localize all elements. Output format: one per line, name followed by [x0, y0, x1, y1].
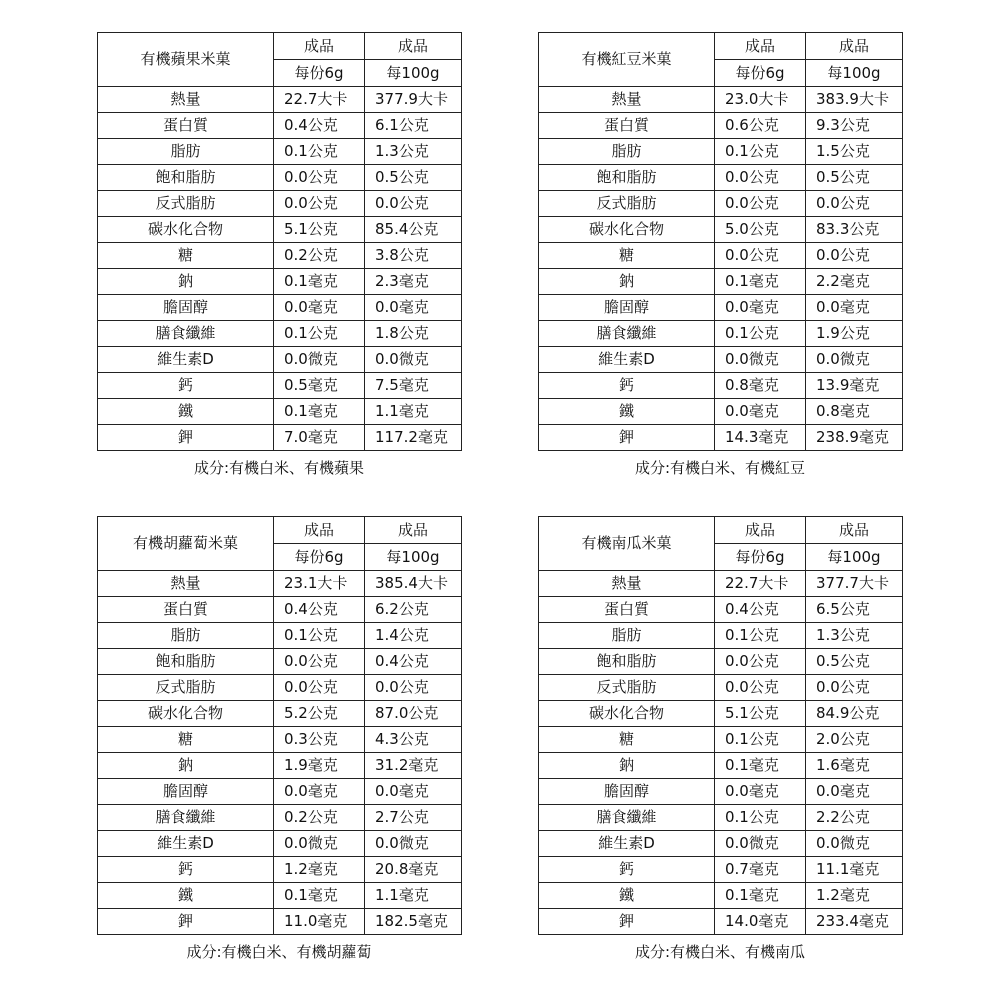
nutrient-name: 糖 [539, 243, 715, 269]
nutrient-row [539, 139, 903, 165]
nutrient-row [98, 727, 462, 753]
value-per-serving: 22.7大卡 [274, 87, 365, 113]
nutrient-row [539, 883, 903, 909]
value-per-serving: 0.1公克 [715, 623, 806, 649]
value-per-100g: 1.1毫克 [365, 399, 462, 425]
value-per-serving: 0.1公克 [715, 727, 806, 753]
value-per-serving: 0.4公克 [274, 597, 365, 623]
nutrition-panel [97, 516, 461, 962]
value-per-serving: 0.0毫克 [274, 295, 365, 321]
nutrient-name: 鐵 [98, 399, 274, 425]
nutrient-row [98, 831, 462, 857]
value-per-100g: 2.2毫克 [806, 269, 903, 295]
header-row-product [98, 33, 462, 60]
header-finished-product: 成品 [274, 517, 365, 544]
nutrient-row [539, 857, 903, 883]
value-per-serving: 0.1毫克 [274, 269, 365, 295]
ingredients-text: 成分:有機白米、有機南瓜 [634, 943, 806, 961]
nutrient-name: 膽固醇 [539, 779, 715, 805]
value-per-serving: 14.0毫克 [715, 909, 806, 935]
value-per-100g: 6.1公克 [365, 113, 462, 139]
nutrient-row [98, 165, 462, 191]
nutrient-name: 鐵 [539, 399, 715, 425]
value-per-serving: 0.0公克 [715, 675, 806, 701]
nutrient-name: 脂肪 [98, 623, 274, 649]
header-per-100g: 每100g [365, 60, 462, 87]
value-per-100g: 0.0公克 [365, 191, 462, 217]
nutrient-name: 鐵 [98, 883, 274, 909]
nutrient-name: 鉀 [539, 909, 715, 935]
value-per-100g: 0.8毫克 [806, 399, 903, 425]
nutrient-name: 碳水化合物 [98, 217, 274, 243]
nutrient-row [98, 347, 462, 373]
value-per-serving: 11.0毫克 [274, 909, 365, 935]
value-per-serving: 0.4公克 [715, 597, 806, 623]
nutrient-name: 飽和脂肪 [98, 649, 274, 675]
nutrition-table [538, 32, 903, 451]
nutrient-row [539, 425, 903, 451]
value-per-100g: 2.0公克 [806, 727, 903, 753]
value-per-100g: 0.0毫克 [806, 779, 903, 805]
value-per-100g: 238.9毫克 [806, 425, 903, 451]
nutrient-name: 鈉 [98, 269, 274, 295]
nutrient-name: 維生素D [98, 347, 274, 373]
value-per-100g: 85.4公克 [365, 217, 462, 243]
value-per-serving: 1.9毫克 [274, 753, 365, 779]
nutrient-row [98, 779, 462, 805]
value-per-100g: 0.0毫克 [365, 295, 462, 321]
nutrient-name: 鉀 [539, 425, 715, 451]
nutrient-row [539, 753, 903, 779]
nutrient-name: 熱量 [539, 87, 715, 113]
nutrient-row [98, 597, 462, 623]
value-per-100g: 377.9大卡 [365, 87, 462, 113]
value-per-serving: 23.1大卡 [274, 571, 365, 597]
value-per-serving: 0.1公克 [715, 139, 806, 165]
value-per-serving: 0.5毫克 [274, 373, 365, 399]
nutrient-row [98, 425, 462, 451]
nutrient-name: 碳水化合物 [539, 217, 715, 243]
ingredients-text: 成分:有機白米、有機蘋果 [193, 459, 365, 477]
nutrient-row [539, 805, 903, 831]
nutrient-row [98, 675, 462, 701]
nutrient-name: 膳食纖維 [98, 805, 274, 831]
nutrient-name: 熱量 [98, 571, 274, 597]
nutrient-row [539, 727, 903, 753]
nutrient-row [539, 649, 903, 675]
nutrient-name: 鈣 [98, 857, 274, 883]
value-per-100g: 182.5毫克 [365, 909, 462, 935]
value-per-100g: 233.4毫克 [806, 909, 903, 935]
nutrient-row [539, 623, 903, 649]
nutrient-row [98, 295, 462, 321]
value-per-100g: 0.0微克 [365, 347, 462, 373]
nutrient-name: 蛋白質 [539, 597, 715, 623]
value-per-serving: 0.0毫克 [715, 399, 806, 425]
value-per-serving: 0.6公克 [715, 113, 806, 139]
value-per-serving: 0.3公克 [274, 727, 365, 753]
nutrient-name: 脂肪 [539, 139, 715, 165]
nutrition-panel [538, 516, 902, 962]
nutrient-name: 鉀 [98, 909, 274, 935]
nutrient-row [539, 191, 903, 217]
value-per-100g: 0.0微克 [806, 347, 903, 373]
nutrient-name: 糖 [98, 727, 274, 753]
nutrient-row [539, 347, 903, 373]
value-per-serving: 0.1毫克 [715, 753, 806, 779]
nutrient-name: 脂肪 [539, 623, 715, 649]
nutrient-row [539, 113, 903, 139]
value-per-100g: 0.0毫克 [365, 779, 462, 805]
nutrient-name: 糖 [539, 727, 715, 753]
ingredients-text: 成分:有機白米、有機紅豆 [634, 459, 806, 477]
value-per-serving: 14.3毫克 [715, 425, 806, 451]
value-per-100g: 11.1毫克 [806, 857, 903, 883]
value-per-100g: 0.5公克 [806, 649, 903, 675]
value-per-100g: 1.3公克 [365, 139, 462, 165]
value-per-serving: 5.2公克 [274, 701, 365, 727]
nutrient-row [539, 701, 903, 727]
value-per-100g: 2.7公克 [365, 805, 462, 831]
ingredients-text: 成分:有機白米、有機胡蘿蔔 [186, 943, 372, 961]
nutrient-row [98, 753, 462, 779]
value-per-100g: 383.9大卡 [806, 87, 903, 113]
nutrient-row [539, 243, 903, 269]
value-per-100g: 2.3毫克 [365, 269, 462, 295]
nutrient-name: 鈣 [539, 857, 715, 883]
header-finished-product: 成品 [806, 33, 903, 60]
nutrient-row [539, 295, 903, 321]
value-per-100g: 0.5公克 [806, 165, 903, 191]
value-per-serving: 7.0毫克 [274, 425, 365, 451]
header-per-100g: 每100g [365, 544, 462, 571]
value-per-100g: 0.0公克 [365, 675, 462, 701]
nutrient-row [98, 321, 462, 347]
header-finished-product: 成品 [715, 517, 806, 544]
nutrient-name: 膳食纖維 [539, 805, 715, 831]
value-per-serving: 0.8毫克 [715, 373, 806, 399]
nutrient-name: 維生素D [98, 831, 274, 857]
value-per-100g: 377.7大卡 [806, 571, 903, 597]
value-per-serving: 23.0大卡 [715, 87, 806, 113]
value-per-serving: 0.1毫克 [274, 883, 365, 909]
nutrient-name: 鐵 [539, 883, 715, 909]
nutrient-name: 碳水化合物 [98, 701, 274, 727]
value-per-100g: 0.0公克 [806, 675, 903, 701]
value-per-100g: 83.3公克 [806, 217, 903, 243]
nutrient-row [539, 217, 903, 243]
value-per-serving: 0.0公克 [715, 649, 806, 675]
header-row-product [98, 517, 462, 544]
product-name: 有機南瓜米菓 [539, 517, 715, 571]
value-per-serving: 0.0微克 [274, 831, 365, 857]
product-name: 有機紅豆米菓 [539, 33, 715, 87]
nutrition-panel [538, 32, 902, 478]
header-per-100g: 每100g [806, 60, 903, 87]
value-per-100g: 1.8公克 [365, 321, 462, 347]
value-per-serving: 5.1公克 [715, 701, 806, 727]
value-per-100g: 6.5公克 [806, 597, 903, 623]
nutrient-row [539, 269, 903, 295]
value-per-serving: 0.0公克 [715, 165, 806, 191]
value-per-100g: 1.2毫克 [806, 883, 903, 909]
nutrient-name: 鈣 [539, 373, 715, 399]
value-per-serving: 0.2公克 [274, 243, 365, 269]
nutrient-name: 鈉 [539, 269, 715, 295]
value-per-100g: 1.4公克 [365, 623, 462, 649]
nutrient-row [539, 779, 903, 805]
nutrient-name: 蛋白質 [98, 597, 274, 623]
value-per-100g: 31.2毫克 [365, 753, 462, 779]
nutrient-name: 鈉 [98, 753, 274, 779]
value-per-serving: 0.1公克 [715, 321, 806, 347]
value-per-serving: 0.1公克 [274, 623, 365, 649]
product-name: 有機蘋果米菓 [98, 33, 274, 87]
nutrient-name: 膽固醇 [98, 295, 274, 321]
value-per-serving: 22.7大卡 [715, 571, 806, 597]
nutrient-name: 維生素D [539, 831, 715, 857]
value-per-serving: 0.4公克 [274, 113, 365, 139]
nutrient-row [98, 883, 462, 909]
header-row-product [539, 33, 903, 60]
nutrient-name: 飽和脂肪 [539, 649, 715, 675]
nutrition-table [538, 516, 903, 935]
nutrient-name: 熱量 [98, 87, 274, 113]
nutrient-name: 反式脂肪 [98, 191, 274, 217]
nutrient-name: 膳食纖維 [98, 321, 274, 347]
value-per-100g: 0.0公克 [806, 243, 903, 269]
value-per-100g: 0.0毫克 [806, 295, 903, 321]
nutrient-row [98, 139, 462, 165]
nutrient-row [98, 113, 462, 139]
value-per-serving: 1.2毫克 [274, 857, 365, 883]
nutrient-row [98, 191, 462, 217]
nutrient-row [539, 571, 903, 597]
value-per-100g: 87.0公克 [365, 701, 462, 727]
value-per-100g: 4.3公克 [365, 727, 462, 753]
nutrient-row [539, 909, 903, 935]
nutrient-row [98, 857, 462, 883]
nutrient-row [539, 87, 903, 113]
nutrient-name: 脂肪 [98, 139, 274, 165]
value-per-100g: 1.5公克 [806, 139, 903, 165]
value-per-serving: 0.2公克 [274, 805, 365, 831]
nutrient-row [98, 701, 462, 727]
value-per-serving: 0.1毫克 [715, 269, 806, 295]
value-per-100g: 84.9公克 [806, 701, 903, 727]
value-per-serving: 0.0公克 [715, 243, 806, 269]
value-per-100g: 117.2毫克 [365, 425, 462, 451]
header-finished-product: 成品 [715, 33, 806, 60]
value-per-serving: 5.1公克 [274, 217, 365, 243]
nutrient-name: 糖 [98, 243, 274, 269]
nutrient-row [98, 399, 462, 425]
value-per-serving: 0.0公克 [274, 649, 365, 675]
nutrient-name: 碳水化合物 [539, 701, 715, 727]
header-per-serving: 每份6g [715, 544, 806, 571]
header-per-serving: 每份6g [715, 60, 806, 87]
nutrient-row [98, 269, 462, 295]
nutrition-table [97, 516, 462, 935]
nutrient-row [98, 909, 462, 935]
nutrient-row [98, 623, 462, 649]
value-per-100g: 1.3公克 [806, 623, 903, 649]
value-per-serving: 0.0公克 [715, 191, 806, 217]
value-per-100g: 13.9毫克 [806, 373, 903, 399]
value-per-serving: 0.1毫克 [715, 883, 806, 909]
value-per-serving: 0.1公克 [274, 139, 365, 165]
nutrition-table [97, 32, 462, 451]
nutrient-name: 熱量 [539, 571, 715, 597]
nutrient-row [98, 243, 462, 269]
header-finished-product: 成品 [274, 33, 365, 60]
nutrient-row [98, 805, 462, 831]
header-finished-product: 成品 [365, 33, 462, 60]
nutrient-row [539, 831, 903, 857]
value-per-serving: 0.0毫克 [715, 295, 806, 321]
header-per-serving: 每份6g [274, 60, 365, 87]
nutrient-name: 反式脂肪 [539, 675, 715, 701]
nutrient-row [98, 373, 462, 399]
value-per-100g: 1.6毫克 [806, 753, 903, 779]
nutrient-row [539, 675, 903, 701]
nutrient-row [539, 321, 903, 347]
value-per-100g: 7.5毫克 [365, 373, 462, 399]
nutrient-row [98, 571, 462, 597]
value-per-serving: 0.0毫克 [715, 779, 806, 805]
value-per-100g: 1.9公克 [806, 321, 903, 347]
nutrient-row [539, 399, 903, 425]
nutrient-name: 膳食纖維 [539, 321, 715, 347]
nutrient-name: 蛋白質 [98, 113, 274, 139]
value-per-serving: 0.0公克 [274, 165, 365, 191]
nutrient-row [539, 165, 903, 191]
value-per-100g: 6.2公克 [365, 597, 462, 623]
nutrient-row [539, 373, 903, 399]
header-finished-product: 成品 [365, 517, 462, 544]
header-finished-product: 成品 [806, 517, 903, 544]
value-per-100g: 0.4公克 [365, 649, 462, 675]
value-per-100g: 1.1毫克 [365, 883, 462, 909]
value-per-serving: 5.0公克 [715, 217, 806, 243]
value-per-serving: 0.0微克 [274, 347, 365, 373]
value-per-serving: 0.1公克 [274, 321, 365, 347]
nutrient-row [98, 649, 462, 675]
nutrient-name: 膽固醇 [539, 295, 715, 321]
nutrient-name: 鈉 [539, 753, 715, 779]
header-per-serving: 每份6g [274, 544, 365, 571]
value-per-100g: 0.0微克 [806, 831, 903, 857]
nutrient-name: 維生素D [539, 347, 715, 373]
product-name: 有機胡蘿蔔米菓 [98, 517, 274, 571]
nutrient-row [539, 597, 903, 623]
nutrient-name: 膽固醇 [98, 779, 274, 805]
value-per-100g: 385.4大卡 [365, 571, 462, 597]
nutrient-name: 蛋白質 [539, 113, 715, 139]
nutrient-name: 飽和脂肪 [98, 165, 274, 191]
nutrient-name: 反式脂肪 [539, 191, 715, 217]
nutrient-row [98, 217, 462, 243]
value-per-100g: 2.2公克 [806, 805, 903, 831]
value-per-100g: 0.5公克 [365, 165, 462, 191]
nutrition-panel [97, 32, 461, 478]
value-per-serving: 0.0公克 [274, 675, 365, 701]
nutrient-name: 鉀 [98, 425, 274, 451]
value-per-100g: 0.0微克 [365, 831, 462, 857]
value-per-serving: 0.7毫克 [715, 857, 806, 883]
nutrient-name: 反式脂肪 [98, 675, 274, 701]
header-per-100g: 每100g [806, 544, 903, 571]
nutrient-name: 鈣 [98, 373, 274, 399]
value-per-100g: 20.8毫克 [365, 857, 462, 883]
value-per-100g: 9.3公克 [806, 113, 903, 139]
value-per-100g: 0.0公克 [806, 191, 903, 217]
nutrient-row [98, 87, 462, 113]
value-per-serving: 0.0毫克 [274, 779, 365, 805]
header-row-product [539, 517, 903, 544]
value-per-serving: 0.0公克 [274, 191, 365, 217]
value-per-100g: 3.8公克 [365, 243, 462, 269]
value-per-serving: 0.0微克 [715, 347, 806, 373]
value-per-serving: 0.0微克 [715, 831, 806, 857]
value-per-serving: 0.1公克 [715, 805, 806, 831]
value-per-serving: 0.1毫克 [274, 399, 365, 425]
nutrient-name: 飽和脂肪 [539, 165, 715, 191]
